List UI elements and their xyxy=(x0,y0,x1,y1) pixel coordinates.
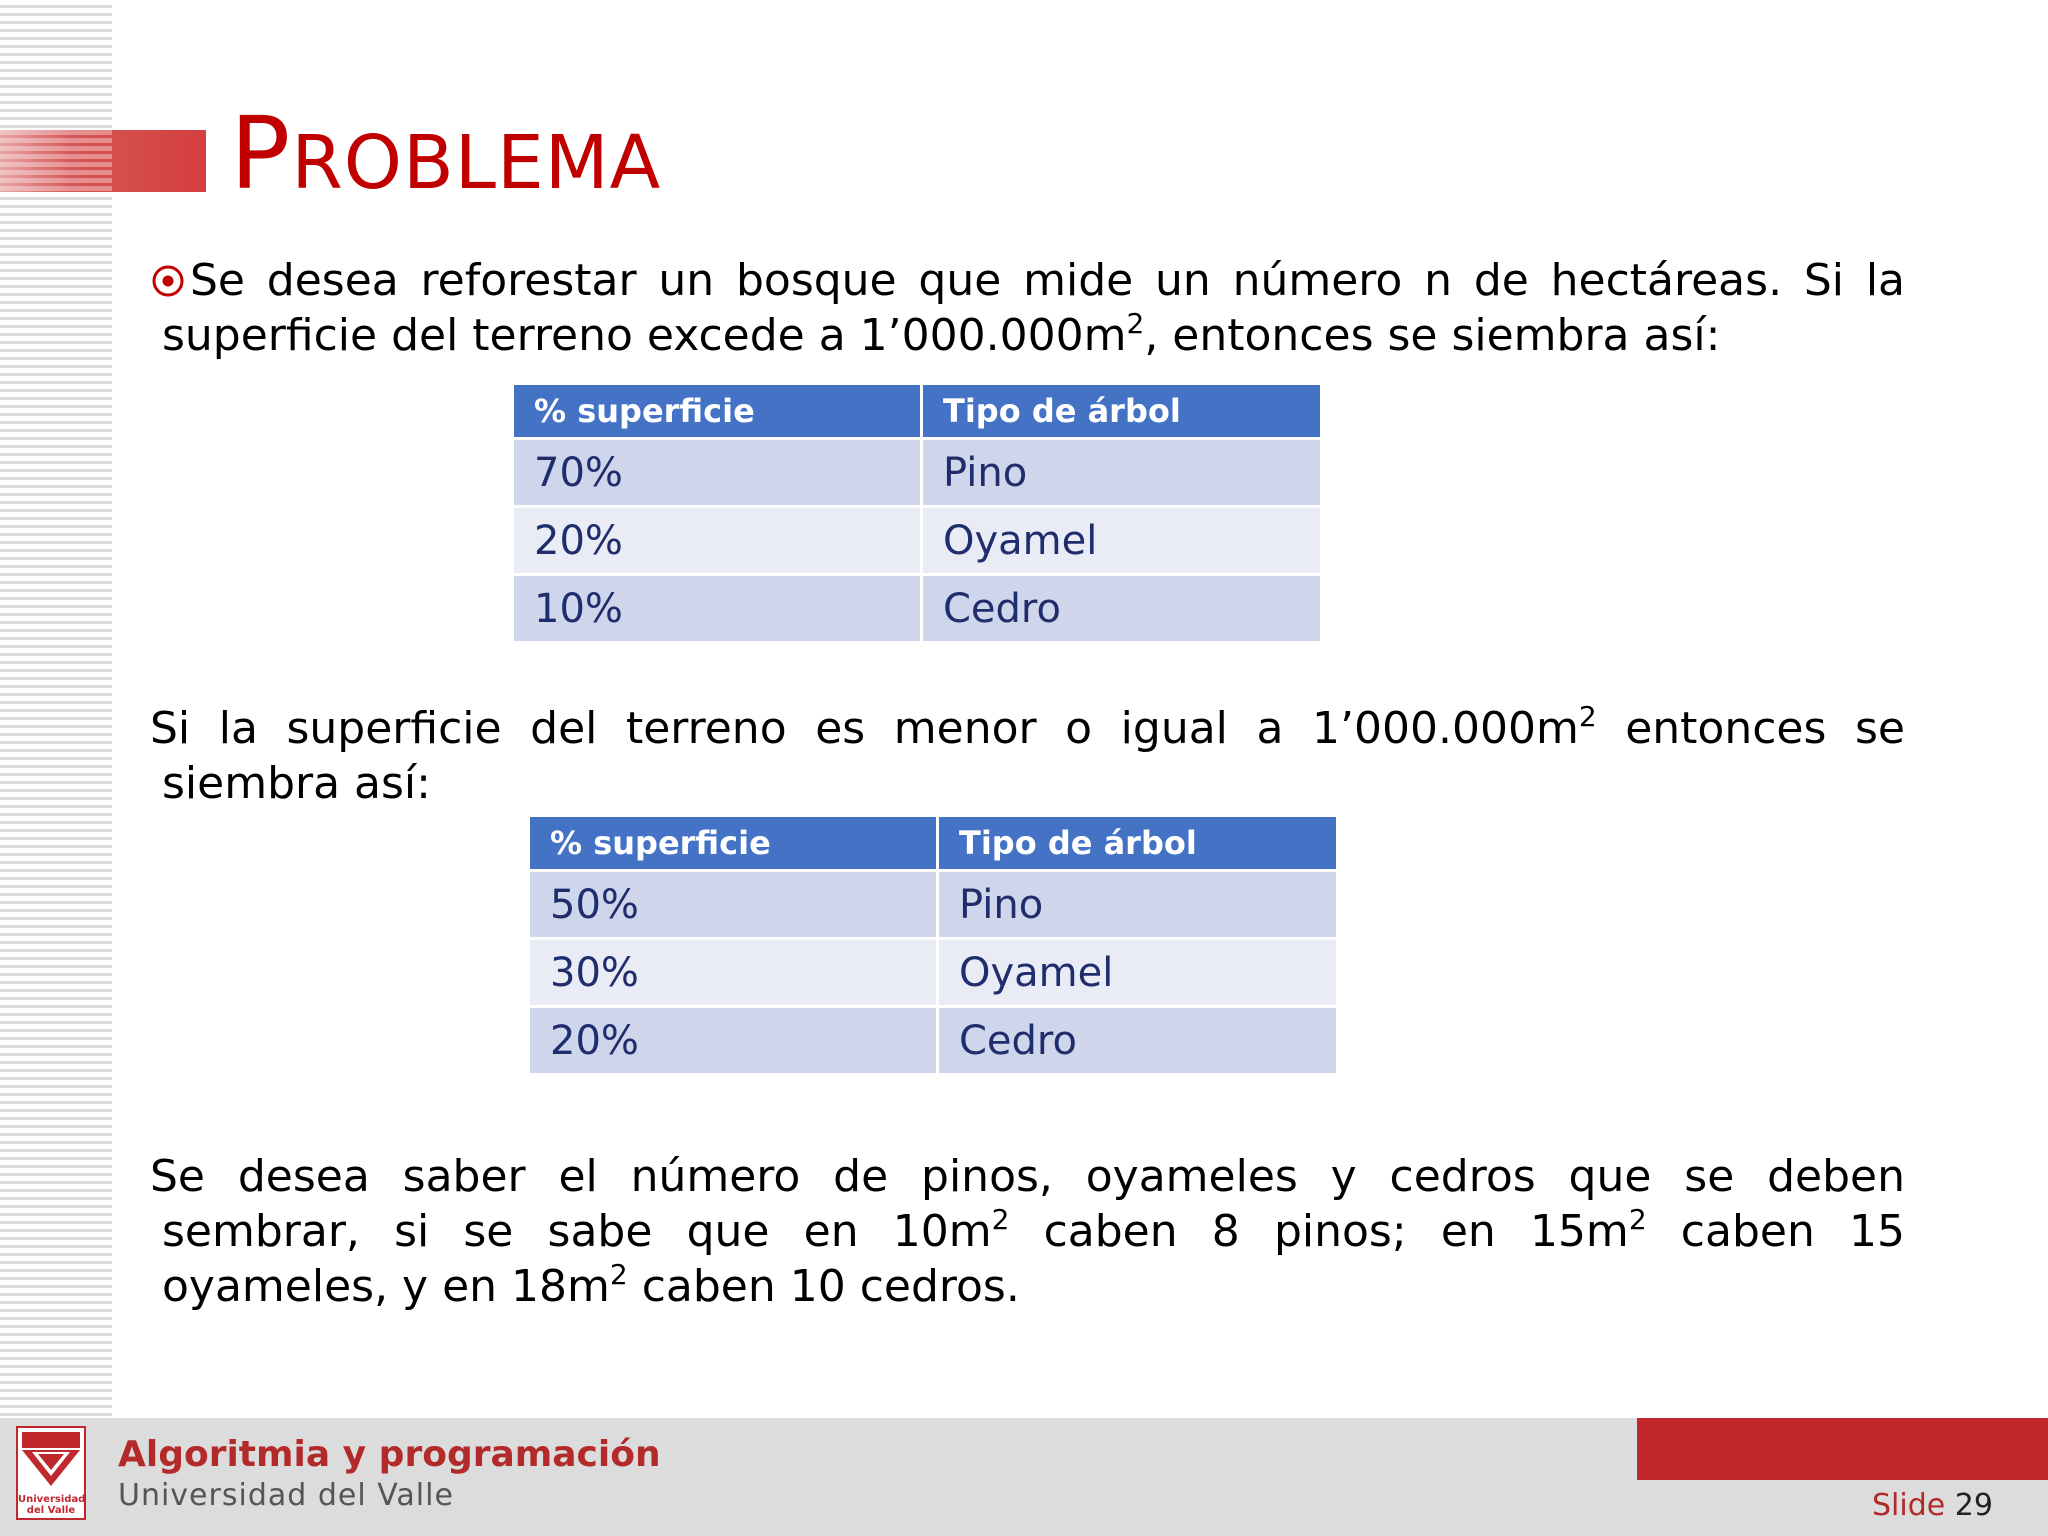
university-logo xyxy=(16,1426,86,1520)
table-row xyxy=(514,576,1320,641)
paragraph-small-area xyxy=(150,701,1905,811)
course-name: Algoritmia y programación xyxy=(118,1434,661,1475)
paragraph-intro-line1: Se desea reforestar un bosque que mide un número n de hectáreas. Si la xyxy=(190,255,1905,306)
university-logo-text: Universidad del Valle xyxy=(18,1494,86,1516)
target-bullet-icon xyxy=(150,263,186,299)
table-row xyxy=(514,508,1320,573)
planting-table-large xyxy=(511,382,1323,644)
table-cell-tree: Oyamel xyxy=(923,508,1320,573)
paragraph-question-line2: sembrar, si se sabe que en $10m^2$ caben 8 pinos; en $15m^2$ caben 15 xyxy=(162,1203,1905,1257)
table-cell-tree: Oyamel xyxy=(939,940,1336,1005)
table-cell-tree: Cedro xyxy=(923,576,1320,641)
footer-red-band xyxy=(1637,1418,2048,1480)
title-accent-bar-stripes xyxy=(0,130,112,192)
table-row xyxy=(514,440,1320,505)
paragraph-small-area-line1: Si la superficie del terreno es menor o igual a $1’000.000m^2$ entonces se xyxy=(150,700,1905,754)
table-cell-percent: 70% xyxy=(514,440,920,505)
slide-title-rest: ROBLEMA xyxy=(291,120,662,206)
university-name: Universidad del Valle xyxy=(118,1478,454,1513)
table-header-percent: % superficie xyxy=(514,385,920,437)
table-row xyxy=(530,872,1336,937)
slide-title-first-letter: P xyxy=(230,95,292,212)
table-cell-percent: 30% xyxy=(530,940,936,1005)
paragraph-question-line3: oyameles, y en $18m^2$ caben 10 cedros. xyxy=(162,1258,1020,1312)
table-row xyxy=(530,940,1336,1005)
slide-number-value: 29 xyxy=(1954,1488,1993,1523)
paragraph-intro-line2: superficie del terreno excede a $1’000.000m^2$, entonces se siembra así: xyxy=(162,307,1721,361)
slide-title xyxy=(230,95,662,212)
planting-table-small xyxy=(527,814,1339,1076)
table-cell-percent: 20% xyxy=(530,1008,936,1073)
table-cell-tree: Pino xyxy=(923,440,1320,505)
table-cell-tree: Cedro xyxy=(939,1008,1336,1073)
slide-number-label: Slide xyxy=(1872,1488,1946,1523)
university-logo-shield-icon xyxy=(18,1428,84,1490)
paragraph-question xyxy=(150,1149,1905,1314)
table-header-percent: % superficie xyxy=(530,817,936,869)
paragraph-intro xyxy=(150,253,1905,363)
table-header-tree: Tipo de árbol xyxy=(923,385,1320,437)
table-header-tree: Tipo de árbol xyxy=(939,817,1336,869)
table-row xyxy=(530,1008,1336,1073)
left-stripe-border xyxy=(0,0,112,1418)
table-cell-percent: 10% xyxy=(514,576,920,641)
table-cell-percent: 50% xyxy=(530,872,936,937)
table-cell-percent: 20% xyxy=(514,508,920,573)
table-cell-tree: Pino xyxy=(939,872,1336,937)
paragraph-question-line1: Se desea saber el número de pinos, oyameles y cedros que se deben xyxy=(150,1151,1905,1202)
paragraph-small-area-line2: siembra así: xyxy=(162,758,431,809)
slide-number xyxy=(1872,1488,1993,1523)
